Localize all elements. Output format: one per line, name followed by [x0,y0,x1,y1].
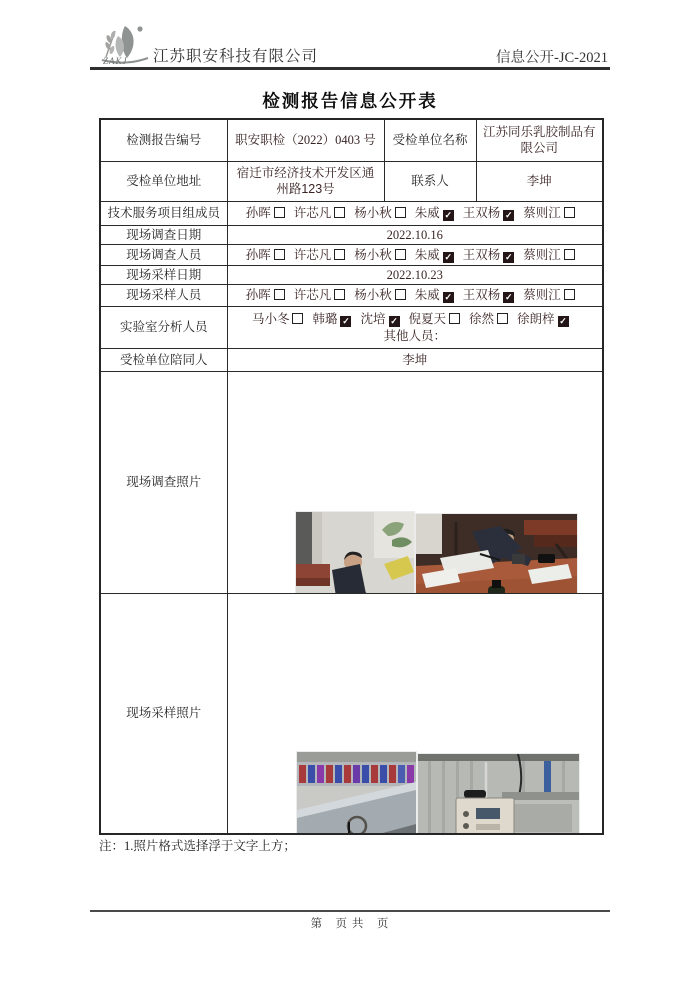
table-row [100,594,603,834]
checked-checkbox-icon: ✓ [444,209,453,220]
survey-photo-1 [296,512,414,594]
lab-staff-label: 实验室分析人员 [100,307,227,349]
staff-member-name: 马小冬 [251,311,290,326]
staff-member-name: 朱威 [414,247,440,262]
staff-member-name: 蔡则江 [523,205,561,220]
checked-checkbox-icon: ✓ [505,292,513,303]
staff-member-item [354,287,406,303]
table-row [100,225,603,244]
staff-member-name: 王双杨 [462,205,501,220]
lab-staff-members [232,311,599,327]
survey-photos-cell [227,372,603,594]
unchecked-checkbox-icon [334,249,345,260]
survey-staff-label: 现场调查人员 [100,244,227,265]
unchecked-checkbox-icon [564,249,575,260]
table-row [100,307,603,349]
staff-member-item [360,311,399,327]
table-row [100,372,603,594]
survey-date-value: 2022.10.16 [227,225,603,244]
staff-member-item [246,205,285,221]
table-row [100,265,603,284]
sampling-staff-members [227,285,603,307]
disclosure-form-table [99,118,604,835]
checked-checkbox-icon: ✓ [444,292,453,303]
report-no-value: 职安职检（2022）0403 号 [227,119,384,161]
staff-member-item [354,247,406,263]
staff-member-name: 许芯凡 [293,288,332,303]
unchecked-checkbox-icon [449,313,460,324]
table-row [100,285,603,307]
unchecked-checkbox-icon [292,313,303,324]
sampling-date-label: 现场采样日期 [100,265,227,284]
escort-label: 受检单位陪同人 [100,349,227,372]
staff-member-name: 孙晖 [245,288,271,303]
staff-member-name: 蔡则江 [523,288,561,303]
staff-member-item [354,205,406,221]
unit-name-value: 江苏同乐乳胶制品有限公司 [476,119,603,161]
staff-member-item [294,205,346,221]
unchecked-checkbox-icon [334,207,345,218]
table-row [100,349,603,372]
company-name: 江苏职安科技有限公司 [153,48,319,65]
logo-text: ZAKJ [103,56,128,66]
contact-label: 联系人 [384,161,476,201]
unchecked-checkbox-icon [395,249,406,260]
staff-member-name: 蔡则江 [523,247,561,262]
staff-member-name: 朱威 [414,205,440,220]
staff-member-name: 许芯凡 [293,247,332,262]
table-row [100,161,603,201]
staff-member-name: 徐朗梓 [517,311,555,326]
unchecked-checkbox-icon [274,207,285,218]
staff-member-item [312,311,351,327]
unchecked-checkbox-icon [497,313,508,324]
staff-member-name: 孙晖 [245,205,271,220]
staff-member-name: 杨小秋 [354,247,392,262]
staff-member-name: 沈培 [360,311,386,326]
staff-member-item [246,287,285,303]
footer-divider [90,910,610,912]
table-row [100,201,603,225]
staff-member-name: 倪夏天 [408,311,447,326]
address-label: 受检单位地址 [100,161,227,201]
staff-member-item [469,311,508,327]
staff-member-name: 朱威 [414,288,440,303]
staff-member-item [463,247,515,263]
checked-checkbox-icon: ✓ [342,315,350,326]
staff-member-name: 孙晖 [245,247,271,262]
staff-member-item [517,311,569,327]
sampling-photo-1 [297,752,416,833]
staff-member-name: 王双杨 [462,247,501,262]
staff-member-name: 许芯凡 [293,205,332,220]
sampling-photo-2 [418,754,579,833]
staff-member-item [252,311,304,327]
lab-staff-cell [227,307,603,349]
checked-checkbox-icon: ✓ [444,251,453,262]
checked-checkbox-icon: ✓ [505,209,513,220]
staff-member-name: 徐然 [469,311,495,326]
tech-team-label: 技术服务项目组成员 [100,201,227,225]
staff-member-name: 杨小秋 [354,288,392,303]
escort-value: 李坤 [227,349,603,372]
staff-member-name: 王双杨 [462,288,501,303]
staff-member-item [523,287,575,303]
document-code: 信息公开-JC-2021 [496,50,608,66]
page-title: 检测报告信息公开表 [262,91,438,111]
sampling-photos-label: 现场采样照片 [100,594,227,834]
table-row [100,119,603,161]
staff-member-item [523,247,575,263]
unchecked-checkbox-icon [274,289,285,300]
checked-checkbox-icon: ✓ [390,315,398,326]
staff-member-item [523,205,575,221]
staff-member-item [415,287,454,303]
unchecked-checkbox-icon [274,249,285,260]
header-divider [90,67,610,70]
checked-checkbox-icon: ✓ [559,315,567,326]
survey-date-label: 现场调查日期 [100,225,227,244]
contact-value: 李坤 [476,161,603,201]
report-no-label: 检测报告编号 [100,119,227,161]
staff-member-item [409,311,461,327]
unchecked-checkbox-icon [395,289,406,300]
staff-member-item [246,247,285,263]
other-staff-label: 其他人员： [383,329,446,343]
address-value: 宿迁市经济技术开发区通州路123号 [227,161,384,201]
unchecked-checkbox-icon [395,207,406,218]
unchecked-checkbox-icon [334,289,345,300]
staff-member-name: 韩璐 [312,311,338,326]
sampling-staff-label: 现场采样人员 [100,285,227,307]
survey-staff-members [227,244,603,265]
tech-team-members [227,201,603,225]
staff-member-item [463,205,515,221]
table-row [100,244,603,265]
sampling-photos-cell [227,594,603,834]
staff-member-item [415,247,454,263]
footnote: 注：1.照片格式选择浮于文字上方； [99,839,296,853]
survey-photo-2 [416,514,577,594]
sampling-date-value: 2022.10.23 [227,265,603,284]
checked-checkbox-icon: ✓ [505,251,513,262]
survey-photos-label: 现场调查照片 [100,372,227,594]
page-number-text: 第 页 共 页 [310,918,390,930]
staff-member-item [463,287,515,303]
unit-name-label: 受检单位名称 [384,119,476,161]
unchecked-checkbox-icon [564,289,575,300]
unchecked-checkbox-icon [564,207,575,218]
staff-member-item [294,287,346,303]
staff-member-item [294,247,346,263]
staff-member-item [415,205,454,221]
staff-member-name: 杨小秋 [354,205,392,220]
